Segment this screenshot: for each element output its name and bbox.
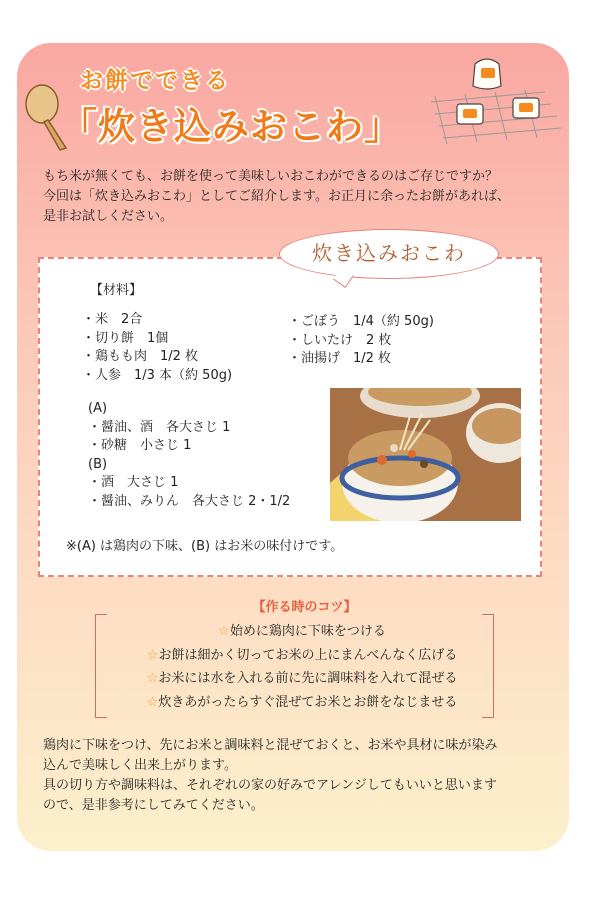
ingredient-item: ・ごぼう 1/4（約 50g) — [288, 314, 434, 329]
ingredient-item: ・切り餅 1個 — [82, 330, 169, 346]
tip-item: ☆始めに鶏肉に下味をつける — [218, 624, 386, 639]
closing-line: 具の切り方や調味料は、それぞれの家の好みでアレンジしてもいいと思います — [43, 778, 497, 793]
intro-line: 是非お試しください。 — [43, 209, 174, 224]
seasoning-groups — [88, 400, 290, 511]
grilled-mochi-icon — [425, 52, 565, 148]
closing-line: 込んで美味しく出来上がります。 — [43, 758, 237, 773]
star-icon: ☆ — [146, 694, 159, 710]
star-icon: ☆ — [146, 671, 159, 686]
tip-item: ☆お米には水を入れる前に先に調味料を入れて混ぜる — [146, 671, 458, 686]
page-subtitle: お餅でできる — [80, 68, 230, 94]
ingredient-item: ・人参 1/3 本（約 50g) — [82, 367, 233, 383]
ingredient-item: ・米 2合 — [82, 312, 143, 327]
seasoning-item: ・砂糖 小さじ 1 — [88, 438, 192, 453]
closing-text — [43, 736, 568, 816]
ingredient-item: ・油揚げ 1/2 枚 — [288, 351, 392, 366]
tips-bracket-left — [95, 614, 107, 718]
tip-item: ☆お餅は細かく切ってお米の上にまんべんなく広げる — [146, 647, 458, 663]
closing-line: 鶏肉に下味をつけ、先にお米と調味料と混ぜておくと、お米や具材に味が染み — [43, 738, 498, 753]
ingredient-item: ・しいたけ 2 枚 — [288, 332, 392, 348]
tips-heading: 【作る時のコツ】 — [252, 600, 357, 615]
tip-item: ☆炊きあがったらすぐ混ぜてお米とお餅をなじませる — [146, 694, 458, 710]
star-icon: ☆ — [146, 647, 159, 663]
recipe-note: ※(A) は鶏肉の下味、(B) はお米の味付けです。 — [66, 539, 344, 554]
dish-photo — [330, 388, 521, 521]
recipe-title-bubble: 炊き込みおこわ — [279, 229, 499, 279]
group-b-label: (B) — [88, 456, 108, 472]
intro-line: もち米が無くても、お餅を使って美味しいおこわができるのはご存じですか？ — [43, 169, 499, 184]
seasoning-item: ・醤油、みりん 各大さじ 2・1/2 — [88, 493, 291, 509]
seasoning-item: ・醤油、酒 各大さじ 1 — [88, 419, 231, 435]
ingredient-item: ・鶏もも肉 1/2 枚 — [82, 349, 199, 364]
materials-heading: 【材料】 — [90, 283, 143, 298]
star-icon: ☆ — [218, 624, 230, 639]
closing-line: ので、是非参考にしてみてください。 — [43, 798, 264, 813]
ingredients-left — [82, 311, 232, 385]
group-a-label: (A) — [88, 401, 108, 416]
intro-line: 今回は「炊き込みおこわ」としてご紹介します。お正月に余ったお餅があれば、 — [43, 189, 510, 204]
seasoning-item: ・酒 大さじ 1 — [88, 475, 179, 490]
page-title: 「炊き込みおこわ」 — [60, 105, 402, 148]
tips-list — [112, 620, 492, 714]
intro-text — [43, 167, 568, 227]
ingredients-right — [288, 313, 434, 369]
